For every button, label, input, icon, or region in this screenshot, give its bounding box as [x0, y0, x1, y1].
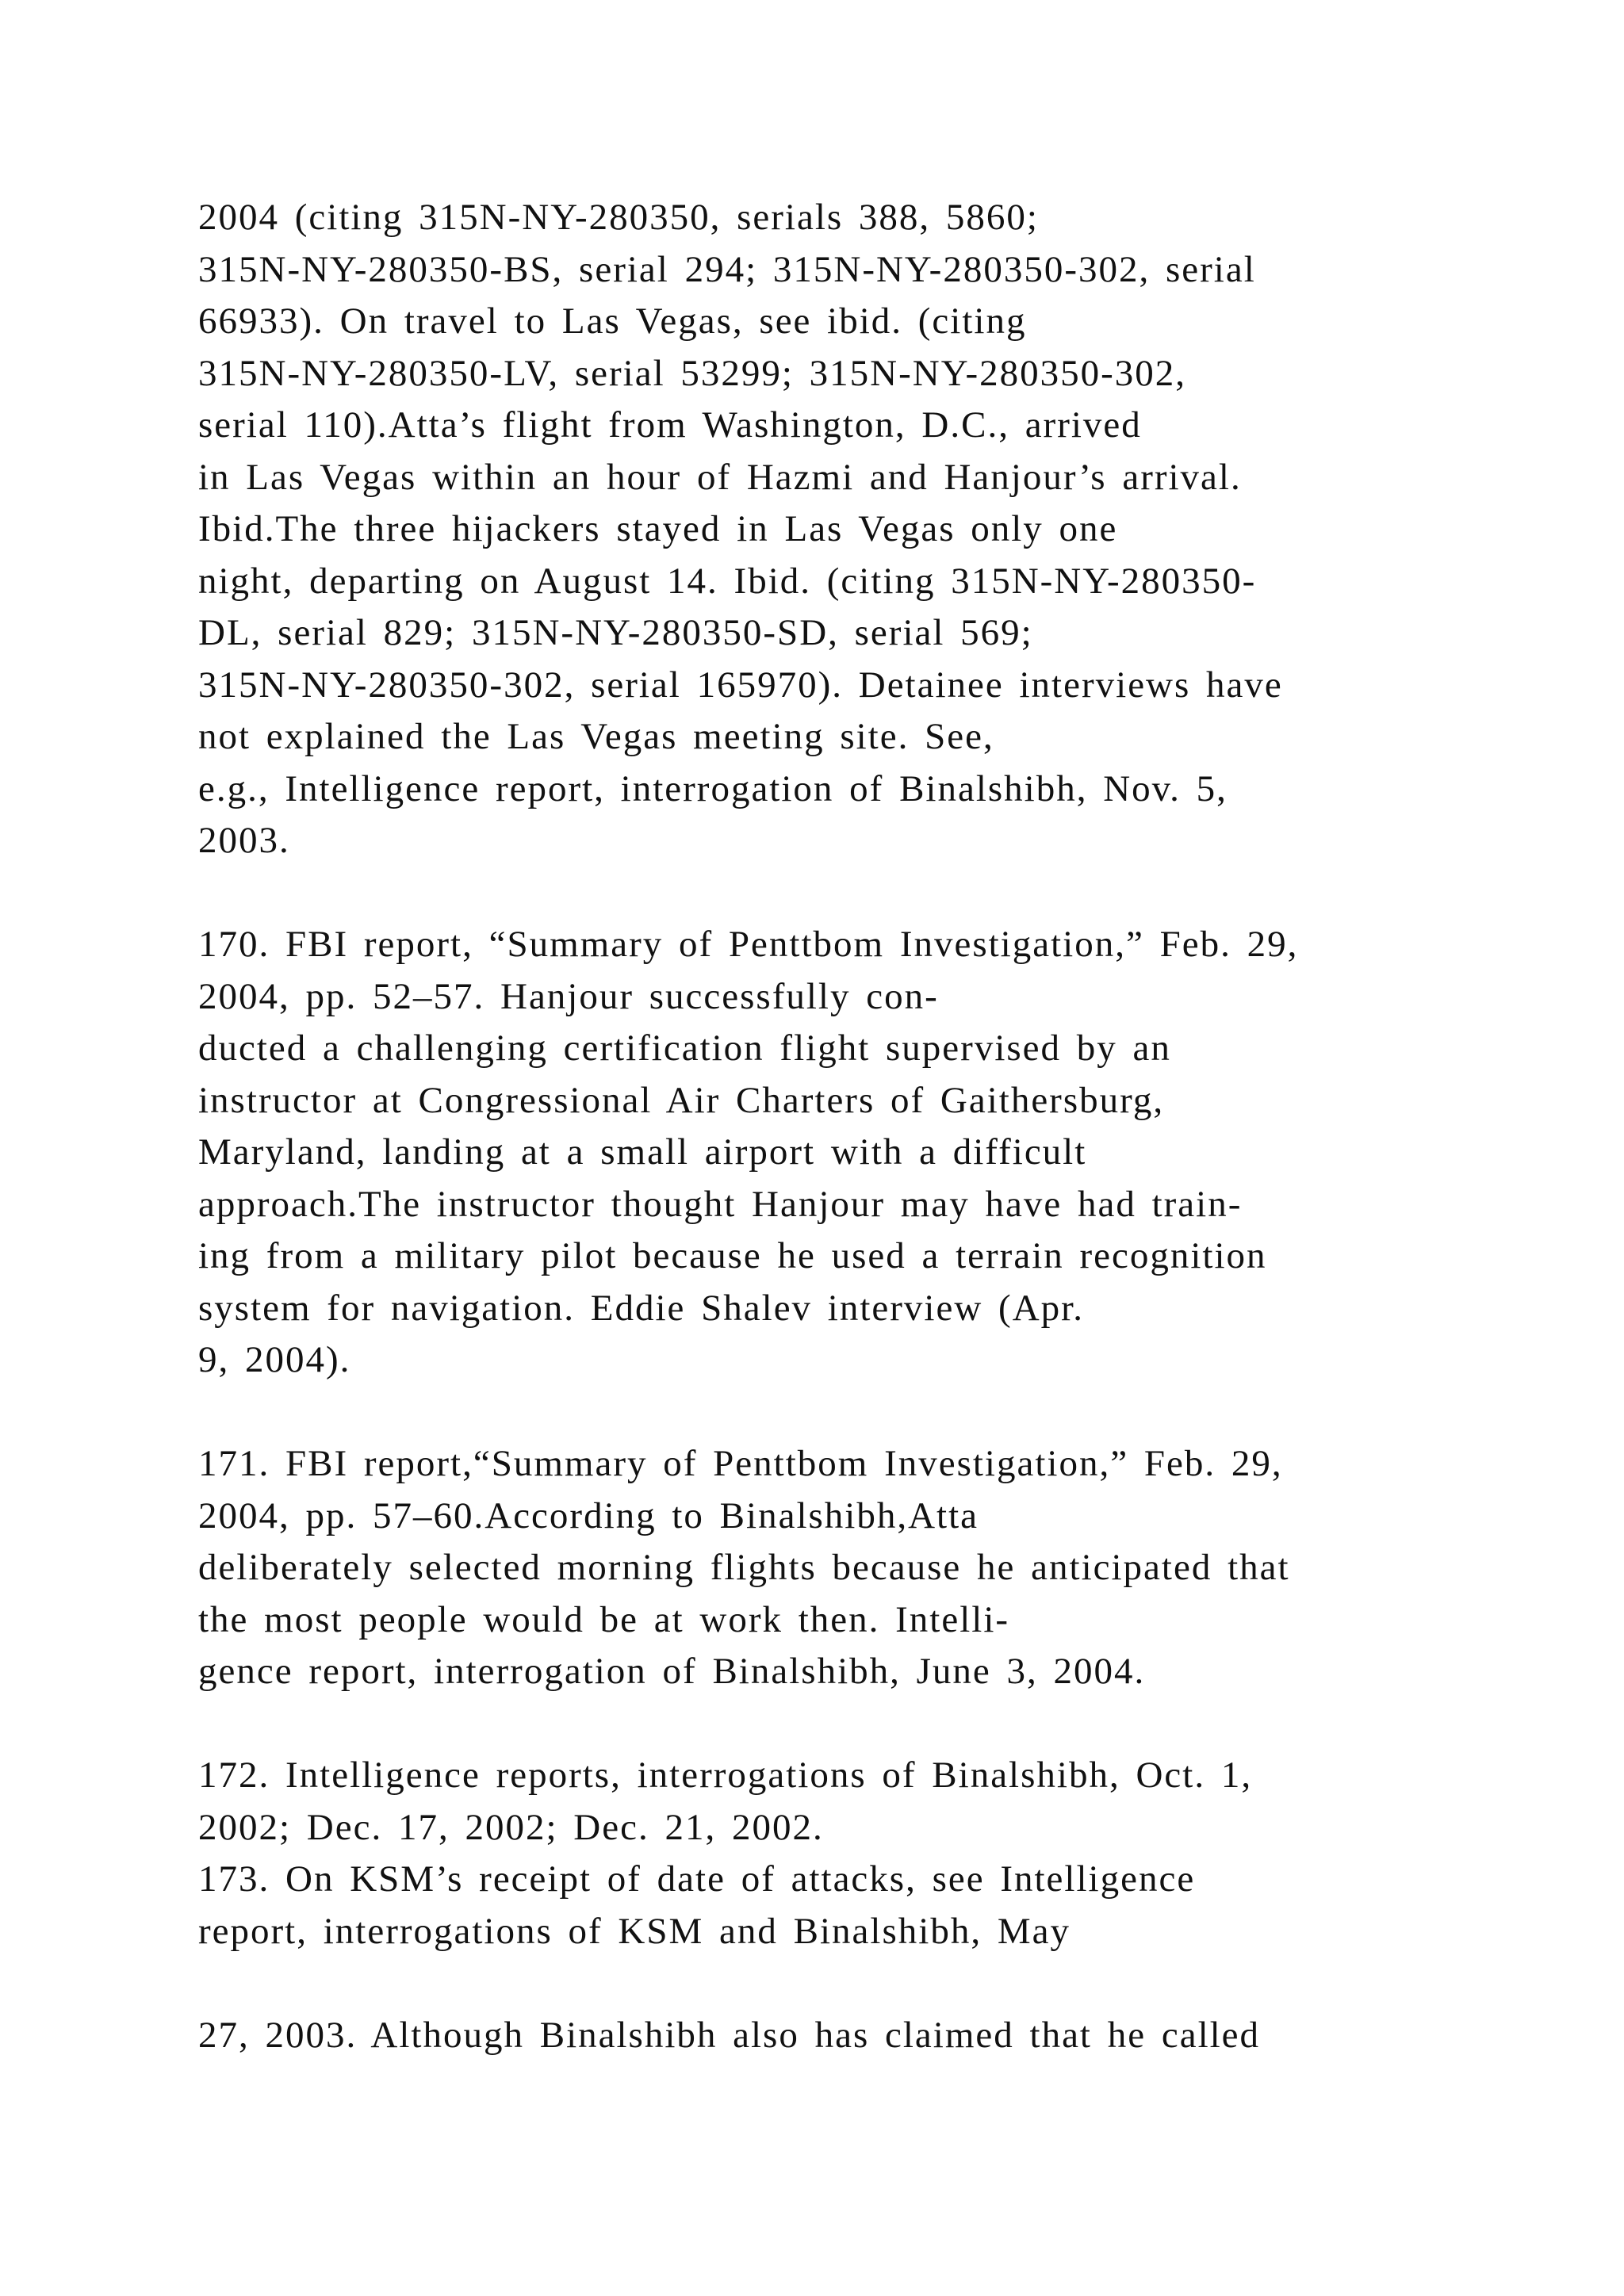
blank-line — [198, 1387, 1467, 1439]
text-line: 170. FBI report, “Summary of Penttbom Investigation,” Feb. 29, — [198, 924, 1299, 965]
text-line: Maryland, landing at a small airport with a difficult — [198, 1131, 1087, 1173]
text-line: instructor at Congressional Air Charters of Gaithersburg, — [198, 1079, 1165, 1121]
text-line: 171. FBI report,“Summary of Penttbom Investigation,” Feb. 29, — [198, 1443, 1283, 1484]
text-line: in Las Vegas within an hour of Hazmi and Hanjour’s arrival. — [198, 456, 1242, 498]
text-line: the most people would be at work then. Intelli- — [198, 1598, 1010, 1640]
text-line: deliberately selected morning flights because he anticipated that — [198, 1547, 1290, 1588]
text-line: ducted a challenging certification flight supervised by an — [198, 1027, 1171, 1069]
text-line: Ibid.The three hijackers stayed in Las Vegas only one — [198, 508, 1118, 549]
text-line: approach.The instructor thought Hanjour may have had train- — [198, 1183, 1243, 1225]
text-line: report, interrogations of KSM and Binalshibh, May — [198, 1910, 1071, 1952]
text-line: 2004, pp. 57–60.According to Binalshibh,Atta — [198, 1494, 979, 1536]
text-line: e.g., Intelligence report, interrogation of Binalshibh, Nov. 5, — [198, 767, 1228, 809]
text-line: gence report, interrogation of Binalshibh, June 3, 2004. — [198, 1651, 1146, 1692]
text-line: system for navigation. Eddie Shalev interview (Apr. — [198, 1287, 1084, 1329]
text-line: 9, 2004). — [198, 1339, 351, 1380]
text-line: night, departing on August 14. Ibid. (citing 315N-NY-280350- — [198, 560, 1257, 602]
text-line: 315N-NY-280350-302, serial 165970). Detainee interviews have — [198, 664, 1283, 706]
text-line: 173. On KSM’s receipt of date of attacks, see Intelligence — [198, 1858, 1196, 1900]
text-line: 2002; Dec. 17, 2002; Dec. 21, 2002. — [198, 1806, 824, 1848]
text-line: ing from a military pilot because he used a terrain recognition — [198, 1235, 1267, 1276]
blank-line — [198, 1957, 1467, 2010]
text-line: serial 110).Atta’s flight from Washington, D.C., arrived — [198, 404, 1142, 446]
blank-line — [198, 1698, 1467, 1751]
text-line: 27, 2003. Although Binalshibh also has claimed that he called — [198, 2014, 1261, 2056]
text-line: not explained the Las Vegas meeting site. See, — [198, 716, 994, 757]
text-line: 2004, pp. 52–57. Hanjour successfully con- — [198, 975, 939, 1017]
text-line: 2003. — [198, 820, 290, 861]
text-line: 172. Intelligence reports, interrogations of Binalshibh, Oct. 1, — [198, 1755, 1253, 1796]
blank-line — [198, 867, 1467, 920]
text-line: 315N-NY-280350-BS, serial 294; 315N-NY-280350-302, serial — [198, 248, 1256, 290]
text-line: 2004 (citing 315N-NY-280350, serials 388, 5860; — [198, 197, 1039, 238]
endnotes-text — [198, 192, 1467, 2061]
text-line: 66933). On travel to Las Vegas, see ibid. (citing — [198, 300, 1027, 342]
text-line: DL, serial 829; 315N-NY-280350-SD, serial 569; — [198, 612, 1033, 653]
text-line: 315N-NY-280350-LV, serial 53299; 315N-NY-280350-302, — [198, 352, 1187, 394]
